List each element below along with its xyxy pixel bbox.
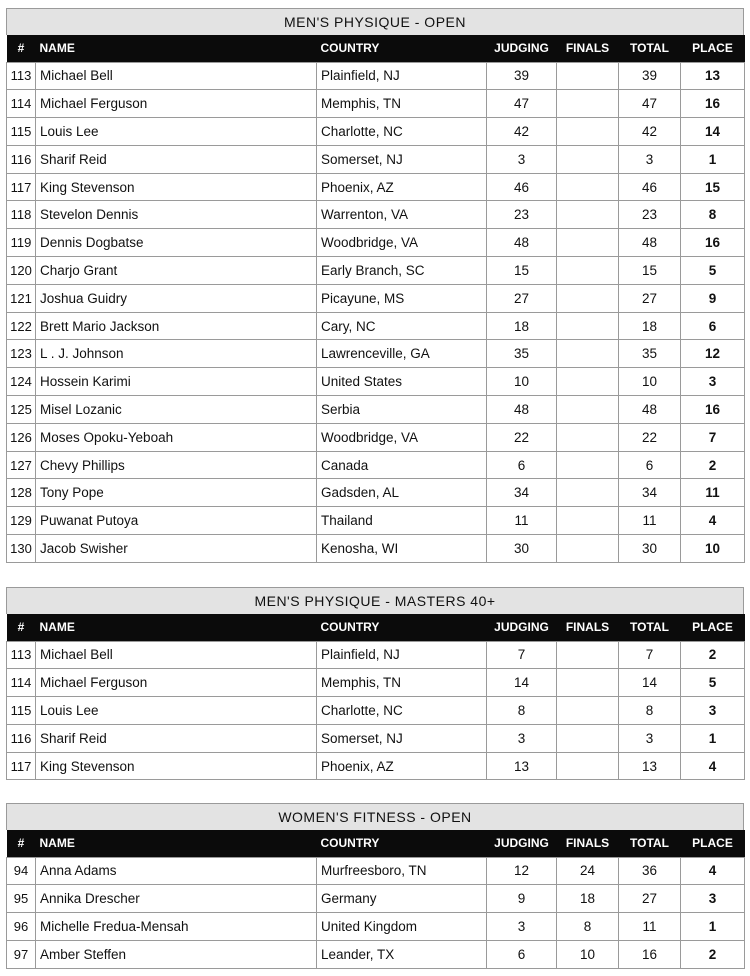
entry-number: 113 (7, 62, 36, 90)
finals-score (557, 479, 619, 507)
competitor-name: Sharif Reid (36, 724, 317, 752)
results-table (6, 614, 745, 780)
col-header-place: PLACE (692, 620, 733, 635)
entry-number: 117 (7, 752, 36, 780)
judging-score: 15 (487, 257, 557, 285)
judging-score: 3 (487, 724, 557, 752)
finals-score (557, 312, 619, 340)
total-score: 46 (619, 173, 681, 201)
finals-score: 24 (557, 857, 619, 885)
entry-number: 117 (7, 173, 36, 201)
competitor-location: Charlotte, NC (317, 118, 487, 146)
entry-number: 116 (7, 145, 36, 173)
table-row (7, 396, 745, 424)
entry-number: 115 (7, 118, 36, 146)
table-row (7, 423, 745, 451)
finals-score (557, 396, 619, 424)
entry-number: 114 (7, 669, 36, 697)
finals-score (557, 641, 619, 669)
competitor-location: Plainfield, NJ (317, 62, 487, 90)
entry-number: 123 (7, 340, 36, 368)
judging-score: 18 (487, 312, 557, 340)
table-row (7, 312, 745, 340)
table-row (7, 173, 745, 201)
table-row (7, 145, 745, 173)
placing: 10 (681, 535, 745, 563)
competitor-location: Lawrenceville, GA (317, 340, 487, 368)
competitor-location: Woodbridge, VA (317, 229, 487, 257)
total-score: 7 (619, 641, 681, 669)
table-row (7, 479, 745, 507)
finals-score (557, 451, 619, 479)
placing: 5 (681, 257, 745, 285)
col-header-number: # (17, 836, 25, 851)
col-header-judging: JUDGING (494, 620, 549, 635)
col-header-finals: FINALS (565, 620, 610, 635)
table-row (7, 752, 745, 780)
judging-score: 27 (487, 284, 557, 312)
finals-score (557, 229, 619, 257)
competitor-name: Tony Pope (36, 479, 317, 507)
total-score: 10 (619, 368, 681, 396)
judging-score: 42 (487, 118, 557, 146)
total-score: 22 (619, 423, 681, 451)
total-score: 23 (619, 201, 681, 229)
col-header-judging: JUDGING (494, 41, 549, 56)
finals-score (557, 118, 619, 146)
table-row (7, 507, 745, 535)
placing: 6 (681, 312, 745, 340)
placing: 1 (681, 145, 745, 173)
competitor-location: Charlotte, NC (317, 697, 487, 725)
table-row (7, 641, 745, 669)
competitor-location: Memphis, TN (317, 90, 487, 118)
total-score: 34 (619, 479, 681, 507)
competitor-name: Chevy Phillips (36, 451, 317, 479)
entry-number: 116 (7, 724, 36, 752)
competitor-location: Early Branch, SC (317, 257, 487, 285)
entry-number: 129 (7, 507, 36, 535)
judging-score: 22 (487, 423, 557, 451)
table-row (7, 885, 745, 913)
competitor-name: Puwanat Putoya (36, 507, 317, 535)
placing: 9 (681, 284, 745, 312)
competitor-name: Misel Lozanic (36, 396, 317, 424)
competitor-location: Plainfield, NJ (317, 641, 487, 669)
placing: 16 (681, 90, 745, 118)
total-score: 35 (619, 340, 681, 368)
judging-score: 9 (487, 885, 557, 913)
judging-score: 48 (487, 229, 557, 257)
table-row (7, 229, 745, 257)
judging-score: 35 (487, 340, 557, 368)
section-title: MEN'S PHYSIQUE - MASTERS 40+ (6, 587, 744, 614)
entry-number: 120 (7, 257, 36, 285)
judging-score: 47 (487, 90, 557, 118)
col-header-place: PLACE (692, 41, 733, 56)
placing: 3 (681, 697, 745, 725)
total-score: 30 (619, 535, 681, 563)
section-mens-physique-masters-40 (6, 587, 744, 780)
finals-score (557, 724, 619, 752)
table-row (7, 118, 745, 146)
col-header-number: # (17, 41, 25, 56)
finals-score (557, 340, 619, 368)
competitor-location: Picayune, MS (317, 284, 487, 312)
finals-score (557, 62, 619, 90)
competitor-location: United States (317, 368, 487, 396)
competitor-location: Warrenton, VA (317, 201, 487, 229)
entry-number: 119 (7, 229, 36, 257)
total-score: 6 (619, 451, 681, 479)
entry-number: 127 (7, 451, 36, 479)
results-table (6, 830, 745, 969)
judging-score: 6 (487, 940, 557, 968)
table-row (7, 940, 745, 968)
table-row (7, 90, 745, 118)
competitor-name: Louis Lee (36, 118, 317, 146)
finals-score (557, 423, 619, 451)
placing: 13 (681, 62, 745, 90)
placing: 8 (681, 201, 745, 229)
judging-score: 34 (487, 479, 557, 507)
total-score: 13 (619, 752, 681, 780)
table-row (7, 724, 745, 752)
placing: 2 (681, 940, 745, 968)
table-row (7, 62, 745, 90)
competitor-name: Brett Mario Jackson (36, 312, 317, 340)
total-score: 16 (619, 940, 681, 968)
judging-score: 30 (487, 535, 557, 563)
competitor-location: Kenosha, WI (317, 535, 487, 563)
total-score: 3 (619, 145, 681, 173)
judging-score: 39 (487, 62, 557, 90)
competitor-name: Hossein Karimi (36, 368, 317, 396)
entry-number: 124 (7, 368, 36, 396)
entry-number: 126 (7, 423, 36, 451)
total-score: 27 (619, 885, 681, 913)
total-score: 3 (619, 724, 681, 752)
total-score: 8 (619, 697, 681, 725)
competitor-location: Woodbridge, VA (317, 423, 487, 451)
competitor-location: Thailand (317, 507, 487, 535)
header-row (7, 35, 745, 62)
entry-number: 113 (7, 641, 36, 669)
finals-score (557, 173, 619, 201)
competitor-name: Michael Ferguson (36, 669, 317, 697)
competitor-name: Sharif Reid (36, 145, 317, 173)
col-header-place: PLACE (692, 836, 733, 851)
competitor-location: Phoenix, AZ (317, 752, 487, 780)
total-score: 15 (619, 257, 681, 285)
placing: 2 (681, 641, 745, 669)
col-header-total: TOTAL (630, 620, 669, 635)
competitor-location: Cary, NC (317, 312, 487, 340)
placing: 4 (681, 857, 745, 885)
finals-score: 18 (557, 885, 619, 913)
placing: 4 (681, 752, 745, 780)
placing: 7 (681, 423, 745, 451)
finals-score (557, 201, 619, 229)
finals-score (557, 145, 619, 173)
placing: 11 (681, 479, 745, 507)
placing: 14 (681, 118, 745, 146)
competitor-name: Jacob Swisher (36, 535, 317, 563)
judging-score: 14 (487, 669, 557, 697)
placing: 3 (681, 885, 745, 913)
col-header-name: NAME (39, 620, 75, 635)
judging-score: 23 (487, 201, 557, 229)
total-score: 47 (619, 90, 681, 118)
competitor-location: Leander, TX (317, 940, 487, 968)
entry-number: 114 (7, 90, 36, 118)
entry-number: 130 (7, 535, 36, 563)
total-score: 48 (619, 396, 681, 424)
finals-score (557, 284, 619, 312)
results-table (6, 35, 745, 563)
finals-score (557, 257, 619, 285)
judging-score: 3 (487, 145, 557, 173)
competitor-name: Charjo Grant (36, 257, 317, 285)
table-row (7, 340, 745, 368)
finals-score (557, 669, 619, 697)
entry-number: 118 (7, 201, 36, 229)
entry-number: 94 (7, 857, 36, 885)
judging-score: 46 (487, 173, 557, 201)
competitor-name: L . J. Johnson (36, 340, 317, 368)
competitor-name: Stevelon Dennis (36, 201, 317, 229)
col-header-total: TOTAL (630, 41, 669, 56)
entry-number: 95 (7, 885, 36, 913)
total-score: 39 (619, 62, 681, 90)
competitor-location: Canada (317, 451, 487, 479)
col-header-number: # (17, 620, 25, 635)
finals-score (557, 90, 619, 118)
competitor-name: Moses Opoku-Yeboah (36, 423, 317, 451)
section-title: MEN'S PHYSIQUE - OPEN (6, 8, 744, 35)
finals-score (557, 368, 619, 396)
competitor-name: Michael Bell (36, 641, 317, 669)
table-row (7, 857, 745, 885)
placing: 16 (681, 396, 745, 424)
judging-score: 12 (487, 857, 557, 885)
entry-number: 97 (7, 940, 36, 968)
competitor-name: Annika Drescher (36, 885, 317, 913)
total-score: 36 (619, 857, 681, 885)
total-score: 27 (619, 284, 681, 312)
table-row (7, 669, 745, 697)
placing: 4 (681, 507, 745, 535)
judging-score: 6 (487, 451, 557, 479)
judging-score: 3 (487, 913, 557, 941)
section-title: WOMEN'S FITNESS - OPEN (6, 803, 744, 830)
table-row (7, 535, 745, 563)
competitor-location: Gadsden, AL (317, 479, 487, 507)
finals-score: 10 (557, 940, 619, 968)
total-score: 42 (619, 118, 681, 146)
col-header-country: COUNTRY (320, 41, 380, 56)
placing: 1 (681, 913, 745, 941)
judging-score: 7 (487, 641, 557, 669)
finals-score (557, 697, 619, 725)
entry-number: 121 (7, 284, 36, 312)
judging-score: 10 (487, 368, 557, 396)
table-row (7, 284, 745, 312)
judging-score: 48 (487, 396, 557, 424)
finals-score (557, 507, 619, 535)
judging-score: 8 (487, 697, 557, 725)
total-score: 48 (619, 229, 681, 257)
competitor-name: King Stevenson (36, 173, 317, 201)
judging-score: 13 (487, 752, 557, 780)
header-row (7, 830, 745, 857)
competitor-location: Phoenix, AZ (317, 173, 487, 201)
competitor-name: King Stevenson (36, 752, 317, 780)
header-row (7, 614, 745, 641)
competitor-location: Murfreesboro, TN (317, 857, 487, 885)
section-mens-physique-open (6, 8, 744, 563)
entry-number: 125 (7, 396, 36, 424)
competitor-location: Somerset, NJ (317, 724, 487, 752)
placing: 15 (681, 173, 745, 201)
table-row (7, 697, 745, 725)
table-row (7, 201, 745, 229)
placing: 2 (681, 451, 745, 479)
finals-score: 8 (557, 913, 619, 941)
placing: 12 (681, 340, 745, 368)
col-header-name: NAME (39, 41, 75, 56)
col-header-finals: FINALS (565, 836, 610, 851)
table-row (7, 451, 745, 479)
placing: 16 (681, 229, 745, 257)
col-header-finals: FINALS (565, 41, 610, 56)
competitor-name: Anna Adams (36, 857, 317, 885)
table-row (7, 257, 745, 285)
competitor-location: Memphis, TN (317, 669, 487, 697)
table-row (7, 368, 745, 396)
col-header-country: COUNTRY (320, 620, 380, 635)
competitor-name: Louis Lee (36, 697, 317, 725)
competitor-location: Serbia (317, 396, 487, 424)
total-score: 18 (619, 312, 681, 340)
placing: 3 (681, 368, 745, 396)
col-header-judging: JUDGING (494, 836, 549, 851)
finals-score (557, 535, 619, 563)
total-score: 11 (619, 507, 681, 535)
section-womens-fitness-open (6, 803, 744, 969)
entry-number: 122 (7, 312, 36, 340)
judging-score: 11 (487, 507, 557, 535)
entry-number: 96 (7, 913, 36, 941)
entry-number: 128 (7, 479, 36, 507)
competitor-location: Germany (317, 885, 487, 913)
competitor-name: Michael Ferguson (36, 90, 317, 118)
total-score: 11 (619, 913, 681, 941)
competitor-name: Michael Bell (36, 62, 317, 90)
col-header-name: NAME (39, 836, 75, 851)
total-score: 14 (619, 669, 681, 697)
competitor-name: Amber Steffen (36, 940, 317, 968)
competitor-location: United Kingdom (317, 913, 487, 941)
finals-score (557, 752, 619, 780)
competitor-name: Joshua Guidry (36, 284, 317, 312)
table-row (7, 913, 745, 941)
placing: 1 (681, 724, 745, 752)
competitor-name: Dennis Dogbatse (36, 229, 317, 257)
col-header-country: COUNTRY (320, 836, 380, 851)
placing: 5 (681, 669, 745, 697)
competitor-location: Somerset, NJ (317, 145, 487, 173)
entry-number: 115 (7, 697, 36, 725)
competitor-name: Michelle Fredua-Mensah (36, 913, 317, 941)
col-header-total: TOTAL (630, 836, 669, 851)
